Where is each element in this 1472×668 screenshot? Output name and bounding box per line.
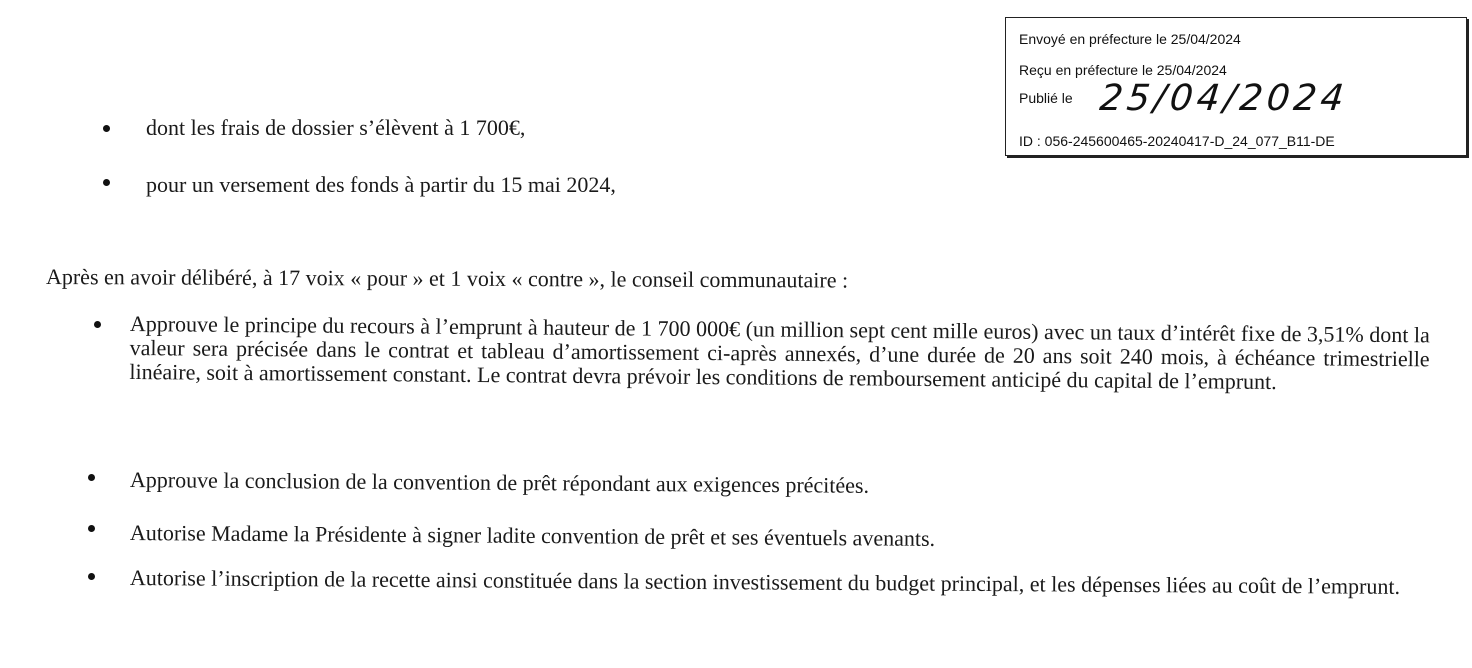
decision-item-signature: Autorise Madame la Présidente à signer ladite convention de prêt et ses éventuels avenants. xyxy=(129,520,936,551)
decision-item-budget: Autorise l’inscription de la recette ainsi constituée dans la section investissement du budget principal, et les dépenses liées au coût de l’emprunt. xyxy=(129,565,1401,599)
bullet-icon xyxy=(94,321,101,328)
bullet-icon xyxy=(88,573,95,580)
bullet-icon xyxy=(88,474,95,481)
decision-item-loan: Approuve le principe du recours à l’emprunt à hauteur de 1 700 000€ (un million sept cent mille euros) avec un taux d’intérêt fixe de 3,51% dont la valeur sera précisée dans le contrat et tableau d’amortissement ci-après annexés, d’une durée de 20 ans soit 240 mois, à échéance trimestrielle linéaire, soit à amortissement constant. Le contrat devra prévoir les conditions de remboursement anticipé du capital de l’emprunt. xyxy=(129,311,1430,395)
stamp-id-line: ID : 056-245600465-20240417-D_24_077_B11-DE xyxy=(1019,133,1335,149)
prefecture-stamp xyxy=(1005,17,1467,156)
bullet-icon xyxy=(103,125,110,132)
stamp-sent-line: Envoyé en préfecture le 25/04/2024 xyxy=(1019,31,1241,47)
stamp-published-label: Publié le xyxy=(1019,90,1073,106)
fees-bullet-text: dont les frais de dossier s’élèvent à 1 700€, xyxy=(146,115,526,140)
stamp-received-line: Reçu en préfecture le 25/04/2024 xyxy=(1019,62,1227,78)
funds-bullet-text: pour un versement des fonds à partir du 15 mai 2024, xyxy=(146,172,616,197)
bullet-icon xyxy=(88,525,95,532)
bullet-icon xyxy=(103,179,110,186)
decision-item-convention: Approuve la conclusion de la convention de prêt répondant aux exigences précitées. xyxy=(129,467,870,498)
deliberation-intro: Après en avoir délibéré, à 17 voix « pour » et 1 voix « contre », le conseil communautaire : xyxy=(45,264,849,293)
stamp-handwritten-date: 25/04/2024 xyxy=(1097,78,1350,119)
